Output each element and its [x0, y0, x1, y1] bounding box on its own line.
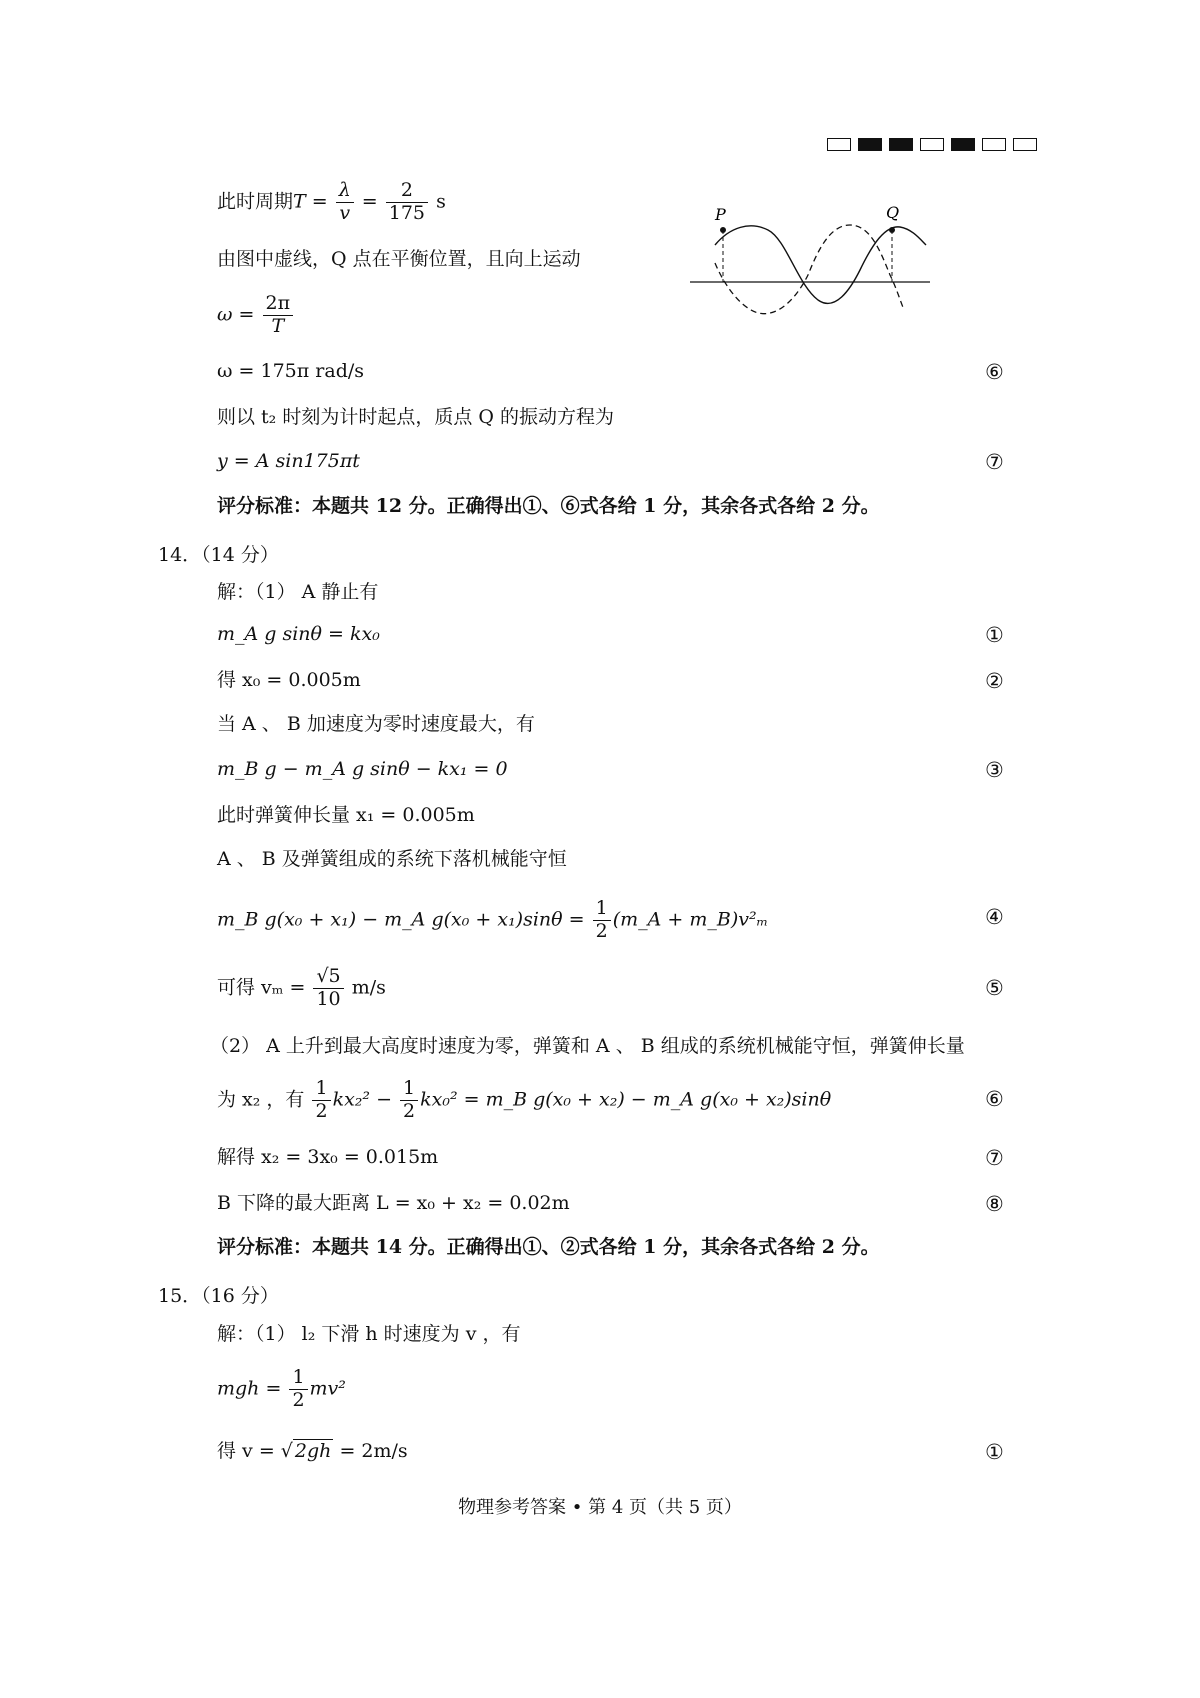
q14-eq2: 得 x₀ = 0.005m [217, 669, 361, 691]
equation-mark-6a: ⑥ [985, 360, 1004, 384]
q14-mark-8: ⑧ [985, 1192, 1004, 1216]
page-footer: 物理参考答案 • 第 4 页（共 5 页） [458, 1497, 742, 1518]
dashed-line-text: 由图中虚线，Q 点在平衡位置，且向上运动 [217, 248, 581, 270]
point-q [889, 227, 895, 233]
header-block-5 [951, 138, 975, 151]
omega-value: ω = 175π rad/s [217, 360, 365, 382]
question-15-number: 15．（16 分） [158, 1285, 279, 1307]
q14-eq8: B 下降的最大距离 L = x₀ + x₂ = 0.02m [217, 1192, 570, 1214]
equation-intro: 则以 t₂ 时刻为计时起点，质点 Q 的振动方程为 [217, 406, 614, 428]
q14-part1: 解：（1） A 静止有 [217, 581, 379, 603]
q14-part2: （2） A 上升到最大高度时速度为零，弹簧和 A 、 B 组成的系统机械能守恒，弹簧伸长量 [210, 1035, 965, 1057]
q14-mark-2: ② [985, 669, 1004, 693]
q14-eq3: m_B g − m_A g sinθ − kx₁ = 0 [217, 758, 508, 780]
label-p: P [715, 205, 726, 224]
q15-eq1: mgh = $\frac{1}{2}$ mv² [217, 1366, 346, 1411]
grading-14: 评分标准：本题共 14 分。正确得出①、②式各给 1 分，其余各式各给 2 分。 [217, 1236, 880, 1258]
header-block-2 [858, 138, 882, 151]
label-q: Q [886, 205, 900, 222]
q14-eq1: m_A g sinθ = kx₀ [217, 623, 380, 645]
q15-mark-1: ① [985, 1440, 1004, 1464]
q15-eq2: 得 v = √ 2gh = 2m/s [217, 1440, 408, 1462]
wave-figure [690, 205, 940, 320]
equation-mark-7a: ⑦ [985, 450, 1004, 474]
header-block-1 [827, 138, 851, 151]
q14-text3: 当 A 、 B 加速度为零时速度最大，有 [217, 713, 535, 735]
q14-mark-5: ⑤ [985, 976, 1004, 1000]
q14-text4: 此时弹簧伸长量 x₁ = 0.005m [217, 804, 475, 826]
point-p [720, 227, 726, 233]
q14-mark-1: ① [985, 623, 1004, 647]
q15-part1: 解：（1） l₂ 下滑 h 时速度为 v ，有 [217, 1323, 521, 1345]
header-blocks [827, 138, 1037, 151]
q14-mark-7: ⑦ [985, 1146, 1004, 1170]
header-block-7 [1013, 138, 1037, 151]
q14-eq6: 为 x₂ ，有 $\frac{1}{2}$ kx₂² − $\frac{1}{2}$ kx₀² = m_B g(x₀ + x₂) − m_A g(x₀ + x₂)sinθ [217, 1077, 832, 1122]
grading-13: 评分标准：本题共 12 分。正确得出①、⑥式各给 1 分，其余各式各给 2 分。 [217, 495, 880, 517]
q14-eq4: m_B g(x₀ + x₁) − m_A g(x₀ + x₁)sinθ = $\frac{1}{2}$ (m_A + m_B)v²ₘ [217, 897, 769, 942]
q14-mark-4: ④ [985, 905, 1004, 929]
question-14-number: 14．（14 分） [158, 544, 279, 566]
omega-formula: ω = $\frac{2\pi}{T}$ [217, 293, 295, 338]
solid-wave [715, 226, 926, 304]
header-block-6 [982, 138, 1006, 151]
q14-text5: A 、 B 及弹簧组成的系统下落机械能守恒 [217, 848, 567, 870]
header-block-3 [889, 138, 913, 151]
q14-eq5: 可得 vₘ = $\frac{√5}{10}$ m/s [217, 965, 386, 1010]
q14-eq7: 解得 x₂ = 3x₀ = 0.015m [217, 1146, 439, 1168]
header-block-4 [920, 138, 944, 151]
dashed-wave [715, 225, 904, 314]
vibration-equation: y = A sin175πt [217, 450, 360, 472]
q14-mark-3: ③ [985, 758, 1004, 782]
period-formula: 此时周期T = $\frac{\lambda}{v}$ = $\frac{2}{175}$ s [217, 179, 446, 224]
q14-mark-6: ⑥ [985, 1087, 1004, 1111]
